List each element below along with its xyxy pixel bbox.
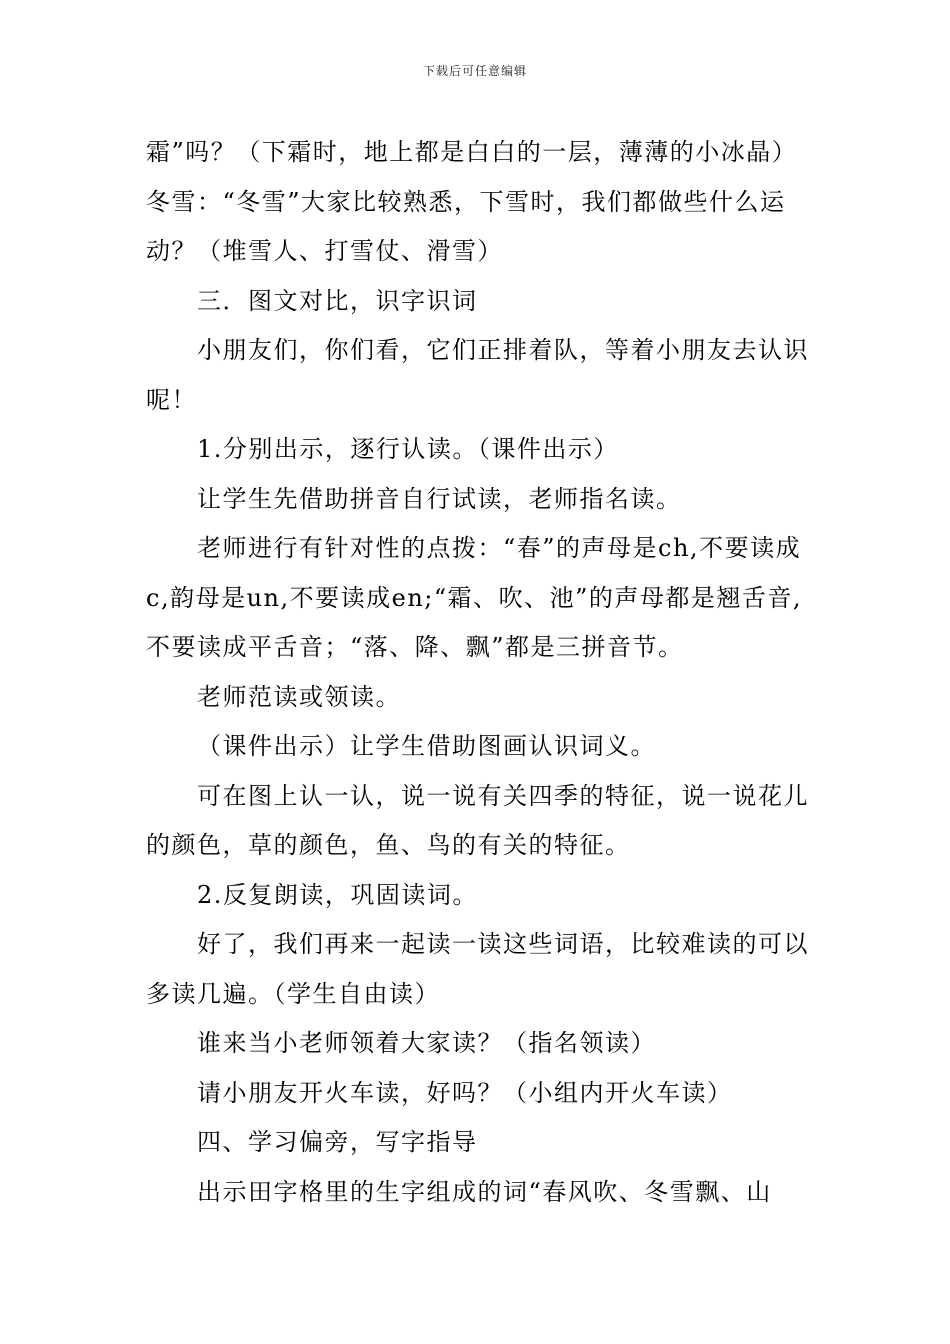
paragraph: 小朋友们，你们看，它们正排着队，等着小朋友去认识呢！ — [146, 336, 809, 414]
document-body — [146, 128, 837, 1217]
section-heading: 三．图文对比，识字识词 — [197, 286, 478, 315]
paragraph: 让学生先借助拼音自行试读，老师指名读。 — [197, 484, 682, 513]
paragraph: （课件出示）让学生借助图画认识词义。 — [197, 732, 656, 760]
paragraph: 请小朋友开火车读，好吗？（小组内开火车读） — [197, 1078, 733, 1107]
paragraph: 老师范读或领读。 — [197, 682, 401, 711]
section-heading: 四、学习偏旁，写字指导 — [197, 1128, 478, 1156]
paragraph: 出示田字格里的生字组成的词“春风吹、冬雪飘、山 — [197, 1177, 772, 1206]
paragraph: 好了，我们再来一起读一读这些词语，比较难读的可以多读几遍。（学生自由读） — [146, 930, 809, 1008]
paragraph: 可在图上认一认，说一说有关四季的特征，说一说花儿的颜色，草的颜色，鱼、鸟的有关的特征。 — [146, 781, 809, 859]
paragraph: 老师进行有针对性的点拨：“春”的声母是ch,不要读成c,韵母是un,不要读成en;“霜、吹、池”的声母都是翘舌音,不要读成平舌音；“落、降、飘”都是三拼音节。 — [146, 534, 803, 661]
paragraph: 1.分别出示，逐行认读。（课件出示） — [197, 435, 619, 463]
page-header: 下载后可任意编辑 — [422, 64, 527, 78]
paragraph: 谁来当小老师领着大家读？（指名领读） — [197, 1029, 656, 1057]
paragraph: 霜”吗？（下霜时，地上都是白白的一层，薄薄的小冰晶） 冬雪：“冬雪”大家比较熟悉，下雪时，我们都做些什么运动？（堆雪人、打雪仗、滑雪） — [146, 138, 837, 265]
paragraph: 2.反复朗读，巩固读词。 — [197, 880, 478, 909]
